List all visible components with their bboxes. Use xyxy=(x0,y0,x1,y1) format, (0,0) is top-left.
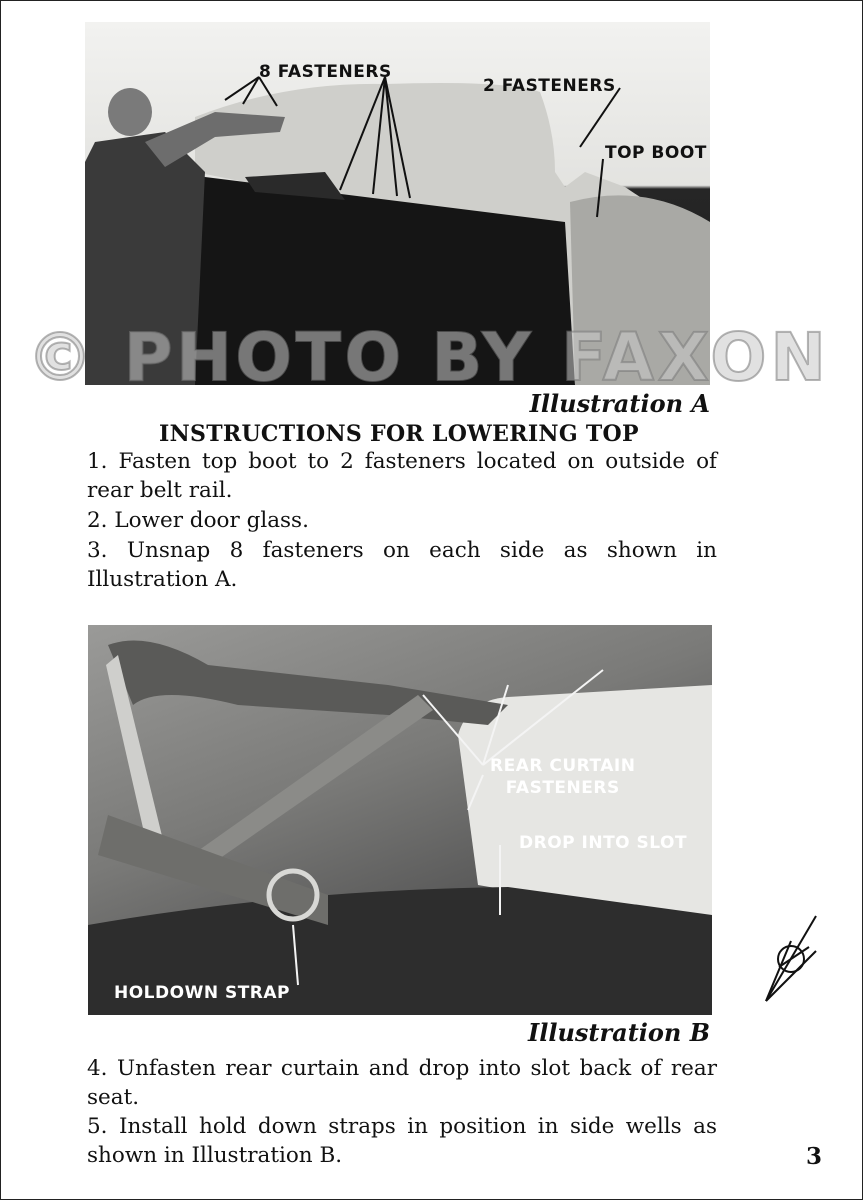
callout-drop-into-slot: DROP INTO SLOT xyxy=(519,833,688,853)
page-number: 3 xyxy=(805,1143,822,1170)
callout-holdown-strap: HOLDOWN STRAP xyxy=(114,983,291,1003)
man-head xyxy=(108,88,152,136)
top-bow xyxy=(108,641,508,726)
illustration-b-photo xyxy=(88,625,712,1015)
step-2: 2. Lower door glass. xyxy=(87,508,309,533)
watermark: © PHOTO BY FAXON xyxy=(27,319,830,396)
callout-rear-curtain-line2: FASTENERS xyxy=(505,778,620,798)
callout-rear-curtain-line1: REAR CURTAIN xyxy=(490,756,636,776)
frame-rail xyxy=(178,695,433,877)
callout-eight-fasteners: 8 FASTENERS xyxy=(259,62,392,82)
caption-illustration-a: Illustration A xyxy=(529,389,710,418)
callout-top-boot: TOP BOOT xyxy=(605,143,707,163)
callout-two-fasteners: 2 FASTENERS xyxy=(483,76,616,96)
step-5: 5. Install hold down straps in position in side wells as shown in Illustration B. xyxy=(87,1114,717,1168)
illustration-b-drawing xyxy=(88,625,712,1015)
step-3: 3. Unsnap 8 fasteners on each side as shown in Illustration A. xyxy=(87,538,717,592)
step-4: 4. Unfasten rear curtain and drop into slot back of rear seat. xyxy=(87,1056,717,1110)
step-1: 1. Fasten top boot to 2 fasteners located on outside of rear belt rail. xyxy=(87,449,717,503)
callout-rear-curtain-fasteners xyxy=(490,755,635,799)
caption-illustration-b: Illustration B xyxy=(527,1018,710,1047)
instructions-heading: INSTRUCTIONS FOR LOWERING TOP xyxy=(159,421,639,447)
